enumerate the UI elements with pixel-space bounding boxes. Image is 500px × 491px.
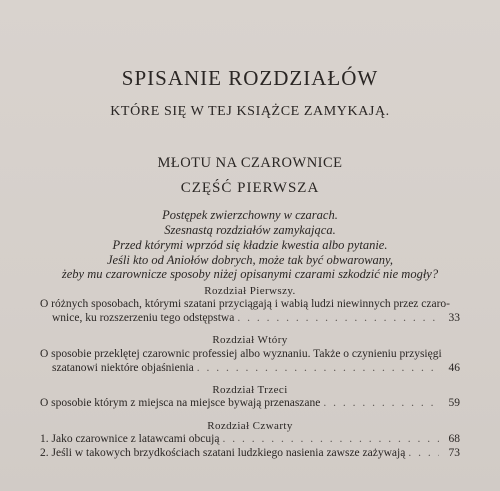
page-number: 46 bbox=[448, 362, 460, 374]
page-title: SPISANIE ROZDZIAŁÓW bbox=[121, 66, 379, 90]
dot-leader bbox=[237, 312, 439, 324]
toc-entry[interactable] bbox=[40, 312, 460, 324]
page-number: 68 bbox=[448, 433, 460, 445]
toc-entry[interactable] bbox=[40, 397, 460, 409]
toc-entry[interactable] bbox=[40, 362, 460, 374]
chapter-heading: Rozdział Wtóry bbox=[212, 334, 288, 346]
intro-line: Postępek zwierzchowny w czarach. bbox=[162, 208, 338, 222]
toc-entry[interactable] bbox=[40, 447, 460, 459]
chapter-heading: Rozdział Trzeci bbox=[212, 384, 288, 396]
page-subtitle: KTÓRE SIĘ W TEJ KSIĄŻCE ZAMYKAJĄ. bbox=[110, 104, 390, 119]
chapter-text: O sposobie którym z miejsca na miejsce bywają przenaszane bbox=[40, 397, 321, 409]
chapter-text: 1. Jako czarownice z latawcami obcują bbox=[40, 433, 220, 445]
chapter-text: O różnych sposobach, którymi szatani przyciągają i wabią ludzi niewinnych przez czaro- bbox=[40, 298, 451, 310]
dot-leader bbox=[197, 362, 439, 374]
dot-leader bbox=[323, 397, 439, 409]
toc-entry[interactable] bbox=[40, 433, 460, 445]
page-number: 59 bbox=[448, 397, 460, 409]
chapter-text: wnice, ku rozszerzeniu tego odstępstwa bbox=[52, 312, 235, 324]
dot-leader bbox=[222, 433, 439, 445]
chapter-text: szatanowi niektóre objaśnienia bbox=[52, 362, 194, 374]
book-name: MŁOTU NA CZAROWNICE bbox=[157, 155, 343, 171]
chapter-heading: Rozdział Czwarty bbox=[207, 420, 293, 432]
chapter-text: 2. Jeśli w takowych brzydkościach szatani ludzkiego nasienia zawsze zażywają bbox=[40, 447, 406, 459]
page-number: 33 bbox=[448, 312, 460, 324]
chapter-text: O sposobie przeklętej czarownic professiej albo wyznaniu. Także o czynieniu przysięgi bbox=[40, 348, 442, 360]
page-number: 73 bbox=[448, 447, 460, 459]
dot-leader bbox=[408, 447, 439, 459]
intro-line: żeby mu czarownicze sposoby niżej opisanymi czarami szkodzić nie mogły? bbox=[61, 267, 439, 281]
part-heading: CZĘŚĆ PIERWSZA bbox=[180, 180, 320, 196]
intro-line: Jeśli kto od Aniołów dobrych, może tak być obwarowany, bbox=[106, 253, 394, 267]
intro-line: Przed którymi wprzód się kładzie kwestia albo pytanie. bbox=[112, 238, 388, 252]
intro-line: Szesnastą rozdziałów zamykająca. bbox=[164, 223, 336, 237]
chapter-heading: Rozdział Pierwszy. bbox=[204, 285, 296, 297]
